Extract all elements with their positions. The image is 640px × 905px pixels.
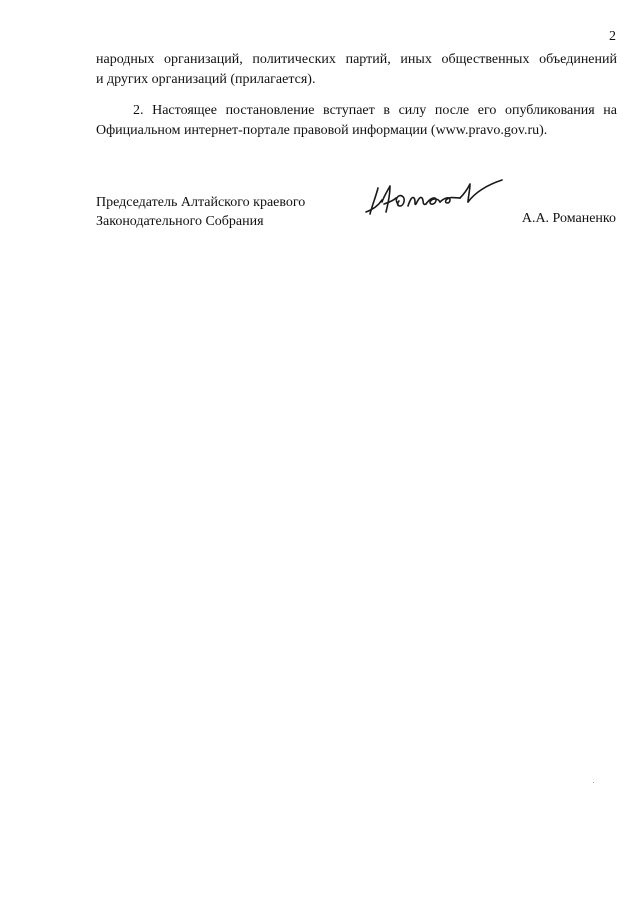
paragraph-1-line-1: народных организаций, политических партий, иных общественных объединений (96, 52, 617, 67)
paragraph-1 (96, 50, 617, 90)
handwritten-signature-icon (364, 176, 509, 224)
scan-speck (593, 782, 594, 783)
paragraph-1-line-2: и других организаций (прилагается). (96, 72, 316, 87)
page-number: 2 (609, 29, 616, 44)
signatory-title-line-2: Законодательного Собрания (96, 214, 264, 229)
paragraph-2 (96, 101, 617, 141)
paragraph-2-line-1: 2. Настоящее постановление вступает в силу после его опубликования на (133, 103, 617, 118)
signatory-title (96, 193, 305, 231)
signatory-name: А.А. Романенко (521, 211, 616, 226)
paragraph-2-line-2: Официальном интернет-портале правовой информации (www.pravo.gov.ru). (96, 123, 548, 138)
signatory-title-line-1: Председатель Алтайского краевого (96, 195, 306, 210)
